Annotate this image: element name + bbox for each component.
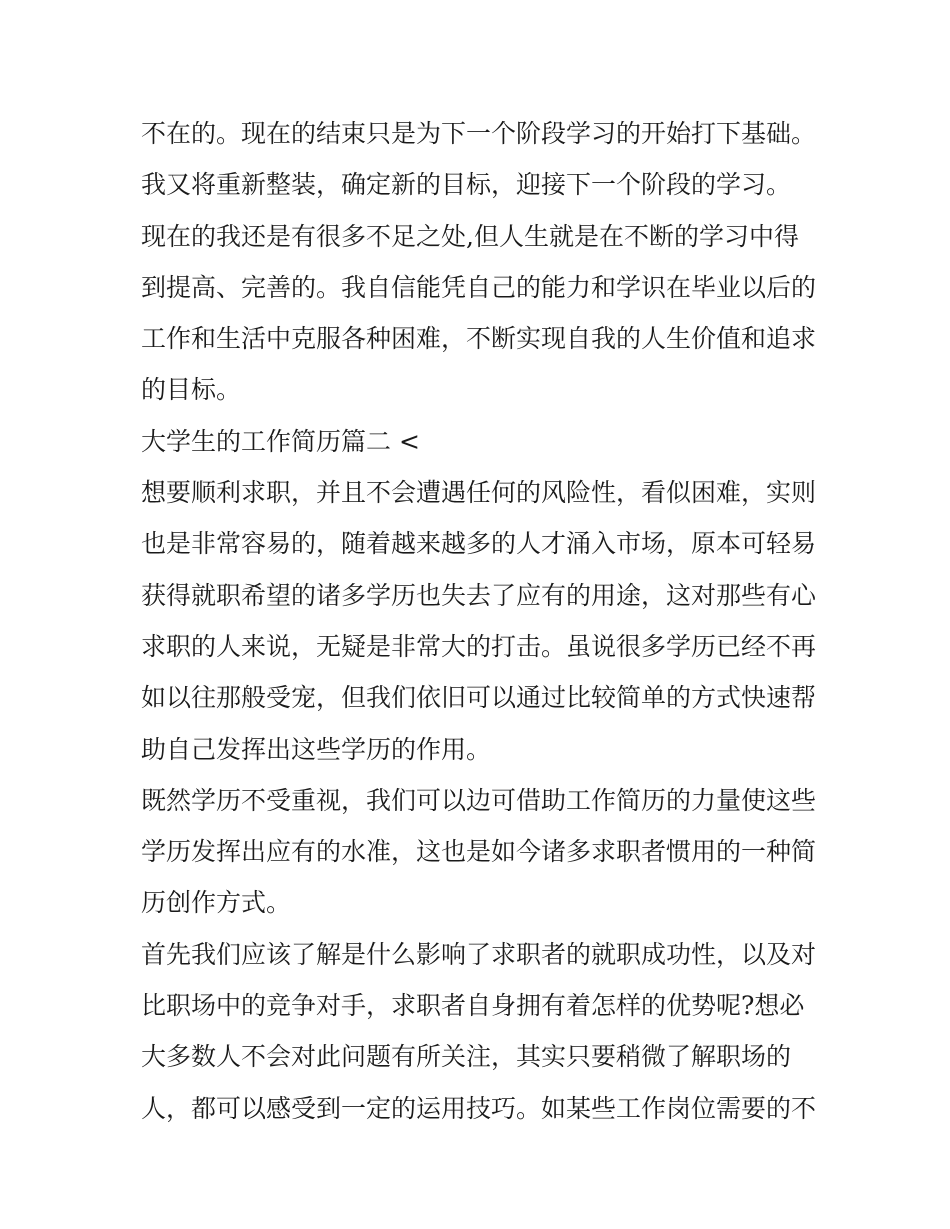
text-line: 工作和生活中克服各种困难，不断实现自我的人生价值和追求 (141, 324, 817, 354)
text-line: 助自己发挥出这些学历的作用。 (141, 734, 492, 764)
text-line: 不在的。现在的结束只是为下一个阶段学习的开始打下基础。 (141, 119, 817, 148)
text-line: 如以往那般受宠，但我们依旧可以通过比较简单的方式快速帮 (141, 683, 817, 713)
section-heading: 大学生的工作简历篇二 < (141, 426, 420, 456)
text-line: 历创作方式。 (141, 888, 292, 918)
text-line: 大多数人不会对此问题有所关注，其实只要稍微了解职场的 (141, 1042, 792, 1072)
text-line: 也是非常容易的，随着越来越多的人才涌入市场，原本可轻易 (141, 529, 817, 559)
text-line: 想要顺利求职，并且不会遭遇任何的风险性，看似困难，实则 (141, 478, 817, 508)
text-line: 首先我们应该了解是什么影响了求职者的就职成功性，以及对 (141, 939, 817, 969)
text-line: 我又将重新整装，确定新的目标，迎接下一个阶段的学习。 (141, 170, 792, 200)
text-line: 比职场中的竞争对手，求职者自身拥有着怎样的优势呢?想必 (141, 991, 805, 1021)
text-line: 现在的我还是有很多不足之处,但人生就是在不断的学习中得 (141, 221, 799, 251)
text-line: 到提高、完善的。我自信能凭自己的能力和学识在毕业以后的 (141, 272, 817, 302)
document-body (141, 108, 821, 1134)
text-line: 求职的人来说，无疑是非常大的打击。虽说很多学历已经不再 (141, 631, 817, 661)
text-line: 人，都可以感受到一定的运用技巧。如某些工作岗位需要的不 (141, 1093, 817, 1123)
text-line: 学历发挥出应有的水准，这也是如今诸多求职者惯用的一种简 (141, 837, 817, 867)
text-line: 的目标。 (141, 375, 242, 405)
text-line: 既然学历不受重视，我们可以边可借助工作简历的力量使这些 (141, 785, 817, 815)
text-line: 获得就职希望的诸多学历也失去了应有的用途，这对那些有心 (141, 580, 817, 610)
